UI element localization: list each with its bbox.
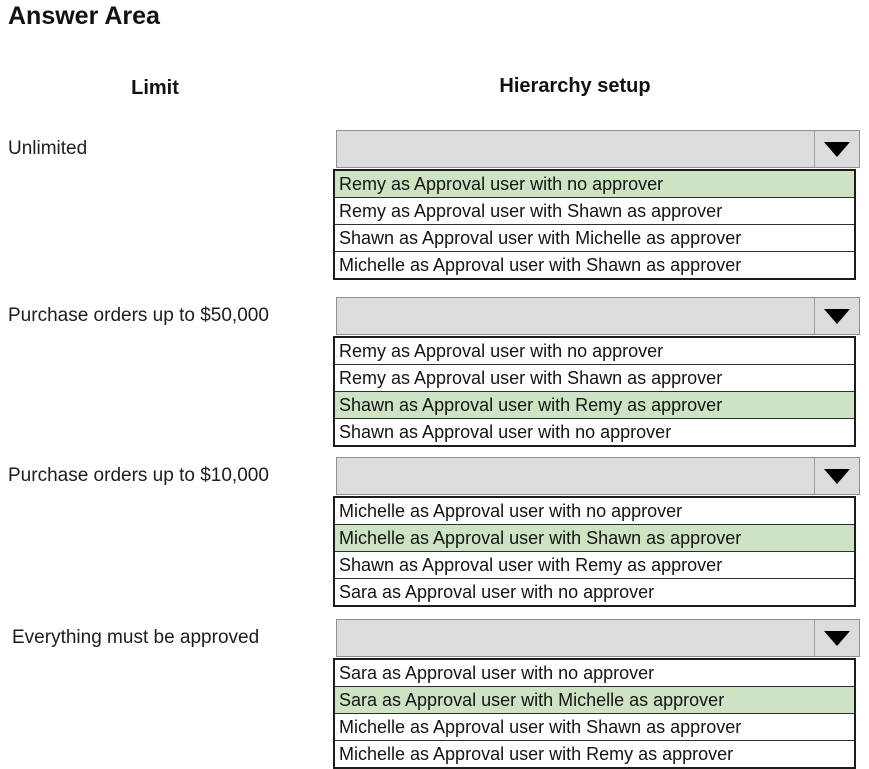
limit-label: Purchase orders up to $50,000	[8, 305, 269, 326]
option[interactable]: Remy as Approval user with Shawn as approver	[335, 197, 854, 224]
hierarchy-select[interactable]	[336, 619, 860, 657]
option[interactable]: Michelle as Approval user with Shawn as approver	[335, 251, 854, 278]
triangle-down-icon	[824, 469, 850, 484]
dropdown-arrow-button[interactable]	[814, 458, 859, 494]
limit-label: Purchase orders up to $10,000	[8, 465, 269, 486]
dropdown-arrow-button[interactable]	[814, 131, 859, 167]
hierarchy-select[interactable]	[336, 457, 860, 495]
options-list	[333, 336, 856, 447]
option[interactable]: Shawn as Approval user with Remy as approver	[335, 391, 854, 418]
option[interactable]: Michelle as Approval user with Shawn as approver	[335, 713, 854, 740]
triangle-down-icon	[824, 142, 850, 157]
option[interactable]: Sara as Approval user with no approver	[339, 663, 655, 683]
option[interactable]: Michelle as Approval user with no approver	[339, 501, 683, 521]
dropdown-arrow-button[interactable]	[814, 620, 859, 656]
dropdown-arrow-button[interactable]	[814, 298, 859, 334]
column-header-hierarchy: Hierarchy setup	[499, 75, 651, 97]
option[interactable]: Shawn as Approval user with no approver	[335, 418, 854, 445]
options-list	[333, 496, 856, 607]
triangle-down-icon	[824, 309, 850, 324]
limit-label: Everything must be approved	[12, 627, 260, 648]
column-header-limit: Limit	[131, 77, 179, 99]
triangle-down-icon	[824, 631, 850, 646]
select-value	[341, 131, 813, 167]
option[interactable]: Remy as Approval user with Shawn as approver	[335, 364, 854, 391]
hierarchy-select[interactable]	[336, 130, 860, 168]
page-title: Answer Area	[8, 2, 160, 30]
options-list	[333, 658, 856, 769]
option[interactable]: Michelle as Approval user with Shawn as approver	[335, 524, 854, 551]
options-list	[333, 169, 856, 280]
option[interactable]: Remy as Approval user with no approver	[335, 171, 854, 197]
select-value	[341, 458, 813, 494]
option[interactable]: Michelle as Approval user with Remy as approver	[335, 740, 854, 767]
select-value	[341, 620, 813, 656]
option[interactable]: Remy as Approval user with no approver	[339, 341, 664, 361]
limit-label: Unlimited	[8, 138, 88, 159]
option[interactable]: Sara as Approval user with no approver	[335, 578, 854, 605]
select-value	[341, 298, 813, 334]
hierarchy-select[interactable]	[336, 297, 860, 335]
option[interactable]: Shawn as Approval user with Remy as approver	[335, 551, 854, 578]
option[interactable]: Sara as Approval user with Michelle as approver	[335, 686, 854, 713]
option[interactable]: Shawn as Approval user with Michelle as approver	[335, 224, 854, 251]
